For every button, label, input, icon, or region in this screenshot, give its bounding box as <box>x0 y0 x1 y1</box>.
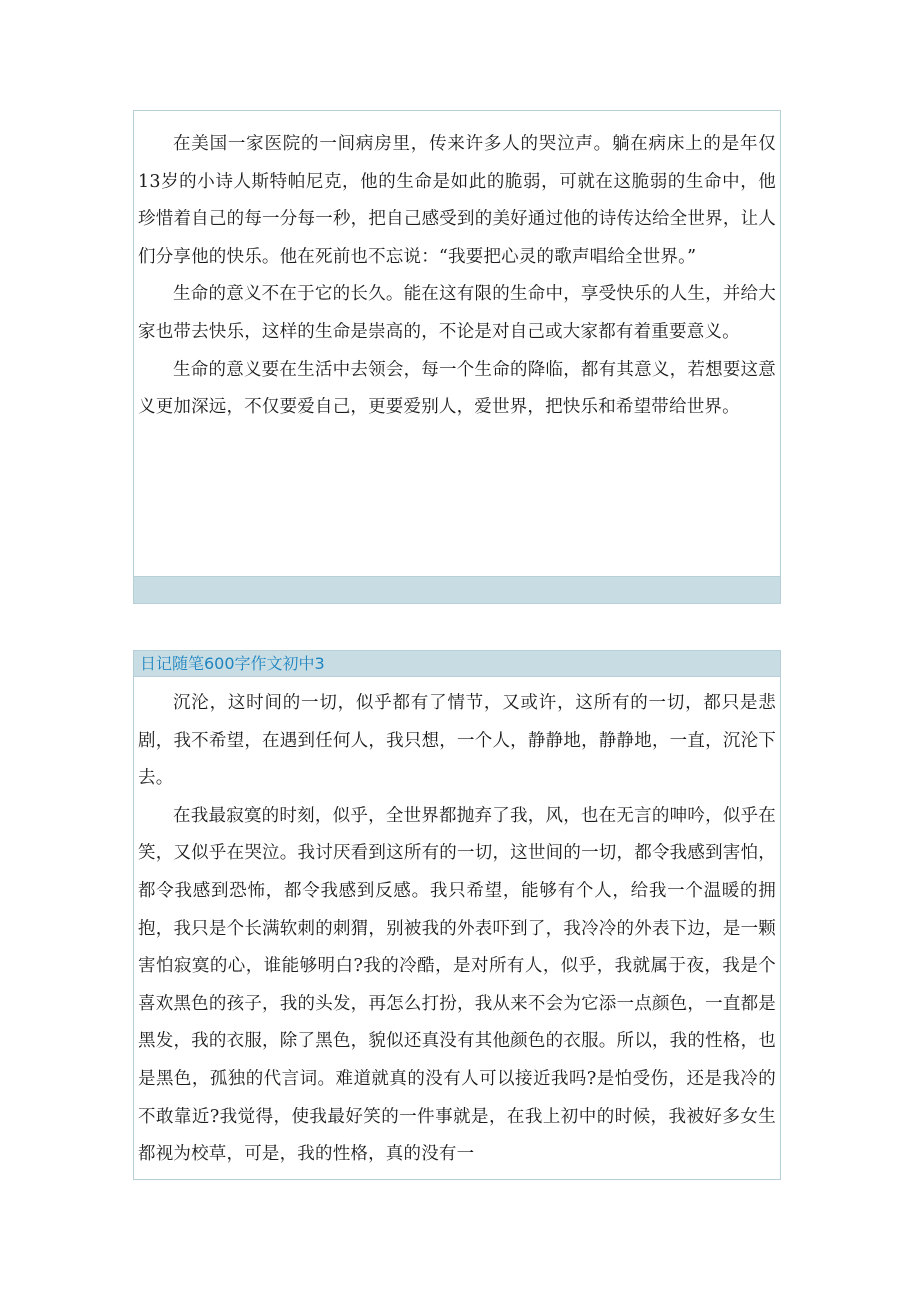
paragraph: 在我最寂寞的时刻，似乎，全世界都抛弃了我，风，也在无言的呻吟，似乎在笑，又似乎在哭泣。我讨厌看到这所有的一切，这世间的一切，都令我感到害怕，都令我感到恐怖，都令我感到反感。我只希望，能够有个人，给我一个温暖的拥抱，我只是个长满软刺的刺猬，别被我的外表吓到了，我冷冷的外表下边，是一颗害怕寂寞的心，谁能够明白?我的冷酷，是对所有人，似乎，我就属于夜，我是个喜欢黑色的孩子，我的头发，再怎么打扮，我从来不会为它添一点颜色，一直都是黑发，我的衣服，除了黑色，貌似还真没有其他颜色的衣服。所以，我的性格，也是黑色，孤独的代言词。难道就真的没有人可以接近我吗?是怕受伤，还是我冷的不敢靠近?我觉得，使我最好笑的一件事就是，在我上初中的时候，我被好多女生都视为校草，可是，我的性格，真的没有一 <box>138 805 776 1165</box>
section-1-body <box>134 111 780 427</box>
paragraph: 生命的意义要在生活中去领会，每一个生命的降临，都有其意义，若想要这意义更加深远，不仅要爱自己，更要爱别人，爱世界，把快乐和希望带给世界。 <box>138 359 776 418</box>
section-1-footer-bar <box>134 576 780 603</box>
article-section-1 <box>133 110 781 604</box>
paragraph: 沉沦，这时间的一切，似乎都有了情节，又或许，这所有的一切，都只是悲剧，我不希望，在遇到任何人，我只想，一个人，静静地，静静地，一直，沉沦下去。 <box>138 693 776 789</box>
paragraph: 生命的意义不在于它的长久。能在这有限的生命中，享受快乐的人生，并给大家也带去快乐，这样的生命是崇高的，不论是对自己或大家都有着重要意义。 <box>138 284 776 342</box>
section-title: 日记随笔600字作文初中3 <box>140 654 325 673</box>
article-section-2 <box>133 650 781 1180</box>
section-2-body <box>134 677 780 1174</box>
section-2-header-bar <box>134 651 780 677</box>
paragraph: 在美国一家医院的一间病房里，传来许多人的哭泣声。躺在病床上的是年仅13岁的小诗人斯特帕尼克，他的生命是如此的脆弱，可就在这脆弱的生命中，他珍惜着自己的每一分每一秒，把自己感受到的美好通过他的诗传达给全世界，让人们分享他的快乐。他在死前也不忘说：“我要把心灵的歌声唱给全世界。” <box>138 134 776 267</box>
